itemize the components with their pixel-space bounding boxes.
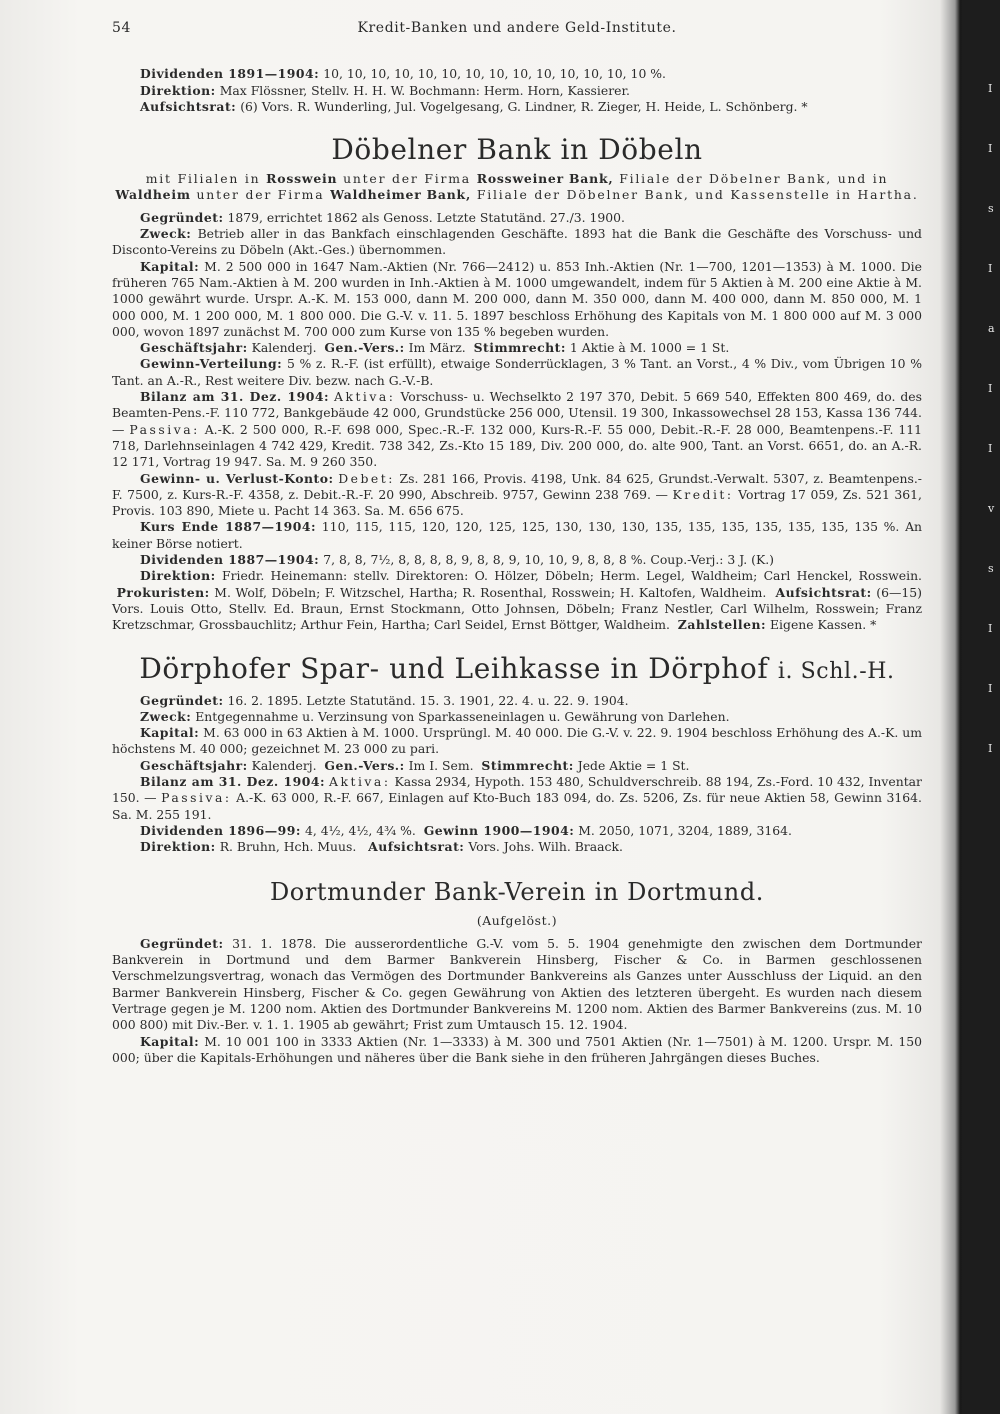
facing-page-fragment: s	[988, 562, 994, 575]
facing-page-fragments	[988, 80, 1000, 1080]
doerphofer-zweck: Zweck: Entgegennahme u. Verzinsung von Sparkasseneinlagen u. Gewährung von Darlehen.	[140, 708, 730, 724]
running-head	[112, 20, 922, 36]
facing-page-fragment: I	[988, 82, 993, 95]
dortmunder-gegruendet: Gegründet: 31. 1. 1878. Die ausserordentliche G.-V. vom 5. 5. 1904 genehmigte den zwischen dem Dortmunder Bankverein in Dortmund und dem Barmer Bankverein Hinsberg, Fischer & Co. in Barmen geschlossenen Verschmelzungsvertrag, wonach das Vermögen des Dortmunder Bankvereins als Ganzes unter Ausschluss der Liquid. an den Barmer Bankverein Hinsberg, Fischer & Co. gegen Gewährung von Aktien des letzteren übergeht. Es wurden nach diesem Vertrage gegen je M. 1200 nom. Aktien des Dortmunder Bankvereins M. 1200 nom. Aktien des Barmer Bankvereins (zus. M. 10 000 800) mit Div.-Ber. v. 1. 1. 1905 ab gewährt; Frist zum Umtausch 15. 12. 1904.	[112, 935, 922, 1033]
doebelner-zweck: Zweck: Betrieb aller in das Bankfach einschlagenden Geschäfte. 1893 hat die Bank die Geschäfte des Vorschuss- und Disconto-Vereins zu Döbeln (Akt.-Ges.) übernommen.	[112, 226, 922, 258]
doebelner-direktion: Direktion: Friedr. Heinemann: stellv. Direktoren: O. Hölzer, Döbeln; Herm. Legel, Waldheim; Carl Henckel, Rosswein. Prokuristen: M. Wolf, Döbeln; F. Witzschel, Hartha; R. Rosenthal, Rosswein; H. Kaltofen, Waldheim. Aufsichtsrat: (6—15) Vors. Louis Otto, Stellv. Ed. Braun, Ernst Stockmann, Otto Johnsen, Döbeln; Franz Nestler, Carl Wilhelm, Rosswein; Franz Kretzschmar, Grossbauchlitz; Arthur Fein, Hartha; Carl Seidel, Ernst Böttger, Waldheim. Zahlstellen: Eigene Kassen. *	[112, 568, 923, 633]
doebelner-kapital: Kapital: M. 2 500 000 in 1647 Nam.-Aktien (Nr. 766—2412) u. 853 Inh.-Aktien (Nr. 1—700, 1201—1353) à M. 1000. Die früheren 765 Nam.-Aktien à M. 200 wurden in Inh.-Aktien à M. 1000 umgewandelt, indem für 5 Aktien à M. 200 eine Aktie à M. 1000 gewährt wurde. Urspr. A.-K. M. 153 000, dann M. 200 000, dann M. 350 000, dann M. 400 000, dann M. 850 000, M. 1 000 000, M. 1 200 000, M. 1 800 000. Die G.-V. v. 11. 5. 1897 beschloss Erhöhung des Kapitals von M. 1 800 000 auf M. 3 000 000, wovon 1897 zunächst M. 700 000 zum Kurse von 135 % begeben wurden.	[112, 258, 922, 339]
doebelner-gegruendet: Gegründet: 1879, errichtet 1862 als Genoss. Letzte Statutänd. 27./3. 1900.	[140, 209, 625, 225]
facing-page-fragment: a	[988, 322, 995, 335]
doebelner-subtitle: mit Filialen in Rosswein unter der Firma Rossweiner Bank, Filiale der Döbelner Bank, und in Waldheim unter der Firma Waldheimer Bank, Filiale der Döbelner Bank, und Kassenstelle in Hartha.	[115, 171, 919, 203]
page-column	[112, 20, 922, 1066]
doebelner-gewinn-verteilung: Gewinn-Verteilung: 5 % z. R.-F. (ist erfüllt), etwaige Sonderrücklagen, 3 % Tant. an Vorst., 4 % Div., vom Übrigen 10 % Tant. an A.-R., Rest weitere Div. bezw. nach G.-V.-B.	[112, 356, 922, 388]
doerphofer-direktion: Direktion: R. Bruhn, Hch. Muus. Aufsichtsrat: Vors. Johs. Wilh. Braack.	[140, 839, 623, 855]
doerphofer-bilanz: Bilanz am 31. Dez. 1904: Aktiva: Kassa 2934, Hypoth. 153 480, Schuldverschreib. 88 194, Zs.-Ford. 10 432, Inventar 150. — Passiva: A.-K. 63 000, R.-F. 667, Einlagen auf Kto-Buch 183 094, do. Zs. 5206, Zs. für neue Aktien 58, Gewinn 3164. Sa. M. 255 191.	[112, 773, 922, 822]
facing-page-fragment: s	[988, 202, 994, 215]
facing-page-fragment: I	[988, 622, 993, 635]
doebelner-kurs: Kurs Ende 1887—1904: 110, 115, 115, 120, 120, 125, 125, 130, 130, 130, 135, 135, 135, 135, 135, 135, 135 %. An keiner Börse notiert.	[112, 519, 922, 551]
facing-page-fragment: I	[988, 382, 993, 395]
doerphofer-dividenden: Dividenden 1896—99: 4, 4½, 4½, 4¾ %. Gewinn 1900—1904: M. 2050, 1071, 3204, 1889, 3164.	[140, 822, 792, 838]
dortmunder-kapital: Kapital: M. 10 001 100 in 3333 Aktien (Nr. 1—3333) à M. 300 und 7501 Aktien (Nr. 1—7501) à M. 1200. Urspr. M. 150 000; über die Kapitals-Erhöhungen und näheres über die Bank siehe in den früheren Jahrgängen dieses Buches.	[112, 1033, 922, 1065]
doerphofer-geschaeftsjahr: Geschäftsjahr: Kalenderj. Gen.-Vers.: Im I. Sem. Stimmrecht: Jede Aktie = 1 St.	[140, 757, 690, 773]
facing-page-fragment: I	[988, 742, 993, 755]
facing-page-fragment: v	[988, 502, 995, 515]
doebelner-bilanz: Bilanz am 31. Dez. 1904: Aktiva: Vorschuss- u. Wechselkto 2 197 370, Debit. 5 669 540, Effekten 800 469, do. des Beamten-Pens.-F. 110 772, Bankgebäude 42 000, Grundstücke 256 000, Utensil. 19 300, Inkassowechsel 28 153, Kassa 136 744. — Passiva: A.-K. 2 500 000, R.-F. 698 000, Spec.-R.-F. 132 000, Kurs-R.-F. 55 000, Debit.-R.-F. 28 000, Beamtenpens.-F. 111 718, Darlehnseinlagen 4 742 429, Kredit. 738 342, Zs.-Kto 15 189, Div. 200 000, do. alte 900, Tant. an Vorst. 6651, do. an A.-R. 12 171, Vortrag 19 947. Sa. M. 9 260 350.	[112, 389, 922, 470]
doerphofer-kapital: Kapital: M. 63 000 in 63 Aktien à M. 1000. Ursprüngl. M. 40 000. Die G.-V. v. 22. 9. 1904 beschloss Erhöhung des A.-K. um höchstens M. 40 000; gezeichnet M. 23 000 zu pari.	[112, 725, 922, 757]
prev-dividenden: Dividenden 1891—1904: 10, 10, 10, 10, 10, 10, 10, 10, 10, 10, 10, 10, 10, 10 %.	[140, 66, 666, 82]
doebelner-dividenden: Dividenden 1887—1904: 7, 8, 8, 7½, 8, 8, 8, 8, 9, 8, 8, 9, 10, 10, 9, 8, 8, 8 %. Coup.-Verj.: 3 J. (K.)	[140, 552, 774, 568]
doerphofer-gegruendet: Gegründet: 16. 2. 1895. Letzte Statutänd. 15. 3. 1901, 22. 4. u. 22. 9. 1904.	[140, 692, 629, 708]
running-title: Kredit-Banken und andere Geld-Institute.	[357, 20, 677, 36]
doebelner-title: Döbelner Bank in Döbeln	[331, 133, 703, 167]
facing-page-fragment: I	[988, 442, 993, 455]
prev-aufsichtsrat: Aufsichtsrat: (6) Vors. R. Wunderling, Jul. Vogelgesang, G. Lindner, R. Zieger, H. Heide, L. Schönberg. *	[140, 98, 808, 114]
page-number: 54	[112, 20, 132, 36]
dortmunder-title: Dortmunder Bank-Verein in Dortmund.	[269, 878, 765, 907]
facing-page-fragment: I	[988, 262, 993, 275]
facing-page-fragment: I	[988, 682, 993, 695]
doerphofer-title: Dörphofer Spar- und Leihkasse in Dörphof i. Schl.-H.	[139, 651, 895, 685]
dortmunder-note: (Aufgelöst.)	[476, 913, 558, 929]
prev-direktion: Direktion: Max Flössner, Stellv. H. H. W. Bochmann: Herm. Horn, Kassierer.	[140, 82, 630, 98]
doebelner-guv: Gewinn- u. Verlust-Konto: Debet: Zs. 281 166, Provis. 4198, Unk. 84 625, Grundst.-Verwalt. 5307, z. Beamtenpens.-F. 7500, z. Kurs-R.-F. 4358, z. Debit.-R.-F. 20 990, Abschreib. 9757, Gewinn 238 769. — Kredit: Vortrag 17 059, Zs. 521 361, Provis. 103 890, Miete u. Pacht 14 363. Sa. M. 656 675.	[112, 470, 922, 519]
facing-page-fragment: I	[988, 142, 993, 155]
doebelner-geschaeftsjahr: Geschäftsjahr: Kalenderj. Gen.-Vers.: Im März. Stimmrecht: 1 Aktie à M. 1000 = 1 St.	[140, 340, 730, 356]
